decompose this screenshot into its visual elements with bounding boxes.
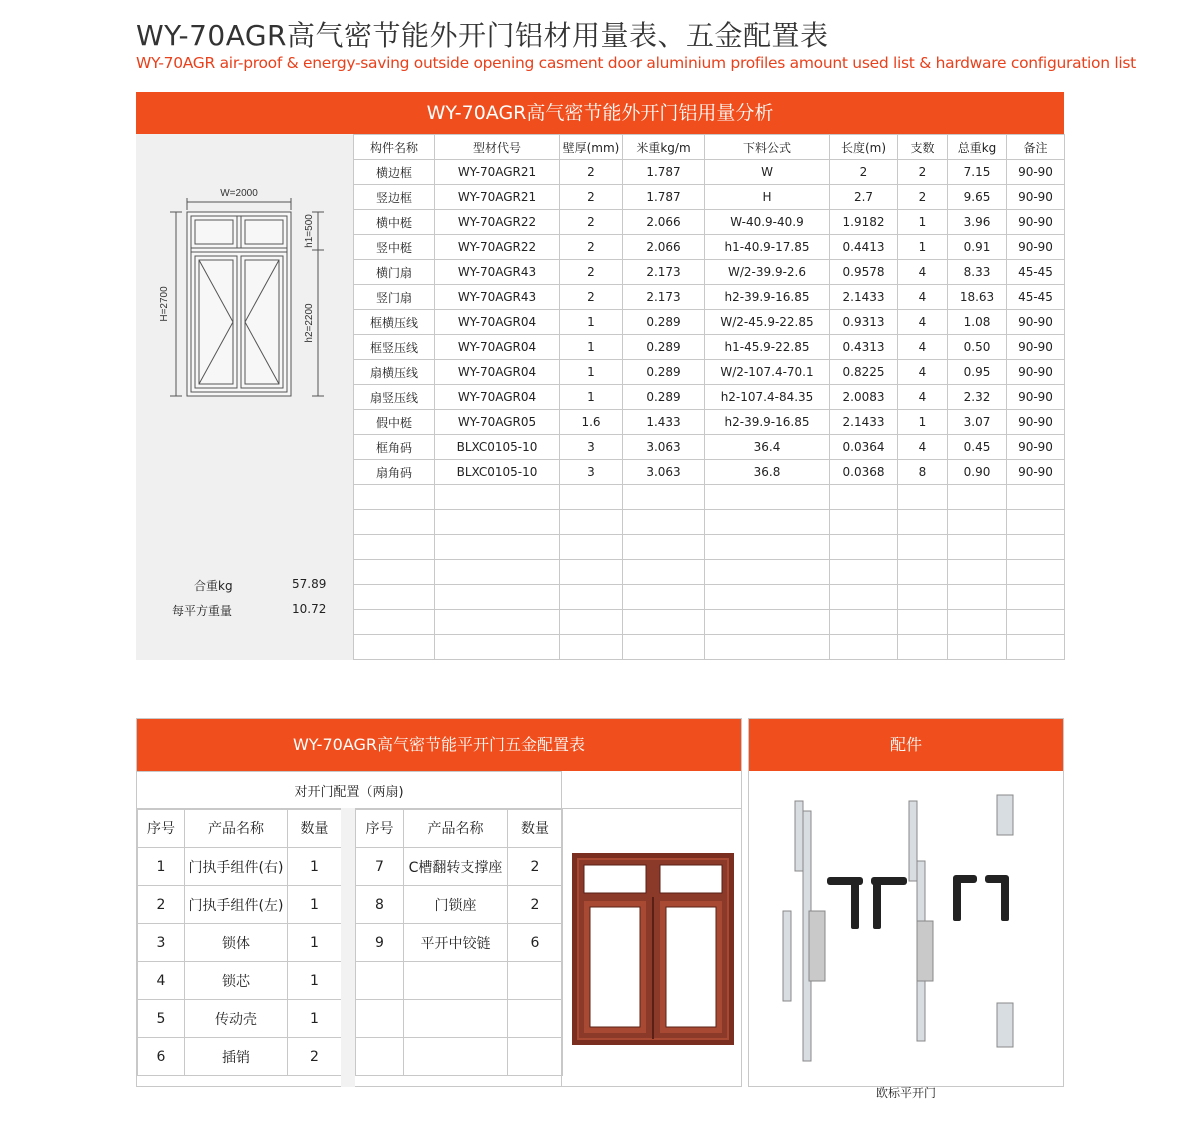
table-cell: 3.96	[948, 210, 1007, 235]
table-cell: 4	[898, 310, 948, 335]
blank-row	[354, 560, 1065, 585]
table-cell: 竖门扇	[354, 285, 435, 310]
hardware-cell: 7	[356, 848, 404, 886]
table-cell: 2	[560, 210, 623, 235]
hardware-cell	[404, 962, 508, 1000]
hardware-cell: 6	[138, 1038, 185, 1076]
table-cell: 4	[898, 285, 948, 310]
hardware-cell: 8	[356, 886, 404, 924]
width-dimension: W=2000	[220, 188, 258, 199]
column-header: 型材代号	[435, 135, 560, 160]
hardware-cell: 5	[138, 1000, 185, 1038]
table-cell: 横边框	[354, 160, 435, 185]
table-row	[354, 385, 1065, 410]
hardware-left-table	[137, 808, 342, 1076]
page-title: WY-70AGR高气密节能外开门铝材用量表、五金配置表	[136, 19, 829, 52]
hardware-right-table	[355, 808, 563, 1076]
height-dimension: H=2700	[159, 286, 170, 322]
table-row	[354, 160, 1065, 185]
hardware-cell: 门执手组件(左)	[185, 886, 288, 924]
table-cell: 1.6	[560, 410, 623, 435]
hardware-cell: 锁芯	[185, 962, 288, 1000]
table-cell: 2	[560, 260, 623, 285]
hardware-cell	[356, 962, 404, 1000]
table-cell: 扇竖压线	[354, 385, 435, 410]
table-cell: 2	[560, 160, 623, 185]
table-cell: 2	[560, 185, 623, 210]
accessories-caption: 欧标平开门	[875, 1086, 937, 1100]
table-cell: 90-90	[1007, 385, 1065, 410]
hardware-cell: 插销	[185, 1038, 288, 1076]
table-row	[354, 235, 1065, 260]
hardware-cell	[508, 962, 563, 1000]
table-cell: 90-90	[1007, 460, 1065, 485]
table-cell: BLXC0105-10	[435, 435, 560, 460]
table-cell: 2.7	[830, 185, 898, 210]
table-cell: WY-70AGR04	[435, 360, 560, 385]
table-cell: 0.90	[948, 460, 1007, 485]
table-cell: h1-45.9-22.85	[705, 335, 830, 360]
hardware-cell: 2	[508, 886, 563, 924]
table-cell: 框角码	[354, 435, 435, 460]
profile-usage-header: WY-70AGR高气密节能外开门铝用量分析	[136, 92, 1064, 134]
table-cell: 横中梃	[354, 210, 435, 235]
table-cell: 2	[898, 185, 948, 210]
hardware-section	[136, 718, 742, 1087]
table-cell: 4	[898, 385, 948, 410]
table-cell: 横门扇	[354, 260, 435, 285]
table-cell: 4	[898, 260, 948, 285]
per-sqm-value: 10.72	[292, 602, 327, 616]
table-cell: 0.289	[623, 385, 705, 410]
hardware-cell: 传动壳	[185, 1000, 288, 1038]
table-cell: 0.91	[948, 235, 1007, 260]
column-header: 下料公式	[705, 135, 830, 160]
accessories-header: 配件	[749, 719, 1063, 771]
table-cell: 1	[898, 210, 948, 235]
hardware-cell: 2	[508, 848, 563, 886]
blank-row	[354, 585, 1065, 610]
table-cell: 3.07	[948, 410, 1007, 435]
table-cell: WY-70AGR43	[435, 260, 560, 285]
hardware-column-header: 序号	[138, 809, 185, 848]
hardware-row	[356, 924, 563, 962]
hardware-cell: 1	[138, 848, 185, 886]
table-cell: 36.4	[705, 435, 830, 460]
table-cell: 90-90	[1007, 410, 1065, 435]
table-cell: 90-90	[1007, 160, 1065, 185]
hardware-config-title-table	[137, 771, 562, 810]
table-cell: 90-90	[1007, 335, 1065, 360]
table-cell: 1.9182	[830, 210, 898, 235]
hardware-cell: 6	[508, 924, 563, 962]
table-cell: 0.45	[948, 435, 1007, 460]
hardware-header-row	[356, 809, 563, 848]
hardware-cell: 9	[356, 924, 404, 962]
hardware-header-row	[138, 809, 342, 848]
h1-dimension: h1=500	[304, 214, 315, 248]
hardware-cell: 1	[288, 1000, 342, 1038]
h2-dimension: h2=2200	[304, 303, 315, 343]
door-drawing-panel	[136, 134, 353, 660]
table-row	[354, 185, 1065, 210]
table-cell: 8	[898, 460, 948, 485]
table-cell: 7.15	[948, 160, 1007, 185]
hardware-cell	[356, 1038, 404, 1076]
table-cell: 1	[560, 335, 623, 360]
hardware-cell: 平开中铰链	[404, 924, 508, 962]
table-cell: 0.4313	[830, 335, 898, 360]
per-sqm-label: 每平方重量	[172, 604, 233, 618]
table-cell: 扇横压线	[354, 360, 435, 385]
table-cell: W/2-45.9-22.85	[705, 310, 830, 335]
table-row	[354, 335, 1065, 360]
hardware-cell: 1	[288, 886, 342, 924]
table-cell: 0.95	[948, 360, 1007, 385]
door-photo	[572, 853, 734, 1045]
table-row	[354, 310, 1065, 335]
hardware-row	[138, 1000, 342, 1038]
table-cell: 竖边框	[354, 185, 435, 210]
hardware-row	[138, 1038, 342, 1076]
total-weight-label: 合重kg	[194, 579, 233, 593]
table-row	[354, 210, 1065, 235]
hardware-cell	[404, 1000, 508, 1038]
hardware-cell: 4	[138, 962, 185, 1000]
hardware-row	[138, 848, 342, 886]
hardware-cell: 3	[138, 924, 185, 962]
table-cell: 0.0368	[830, 460, 898, 485]
hardware-column-header: 数量	[288, 809, 342, 848]
table-cell: 0.289	[623, 310, 705, 335]
table-cell: WY-70AGR04	[435, 385, 560, 410]
hardware-row	[356, 886, 563, 924]
table-cell: WY-70AGR04	[435, 335, 560, 360]
total-weight-value: 57.89	[292, 577, 327, 591]
table-cell: 4	[898, 335, 948, 360]
table-cell: H	[705, 185, 830, 210]
table-cell: 3	[560, 460, 623, 485]
hardware-cell: 1	[288, 962, 342, 1000]
table-cell: W/2-39.9-2.6	[705, 260, 830, 285]
table-cell: 1	[898, 410, 948, 435]
table-cell: 4	[898, 435, 948, 460]
hardware-row	[356, 962, 563, 1000]
table-row	[354, 410, 1065, 435]
hardware-row	[138, 962, 342, 1000]
table-cell: 2.173	[623, 260, 705, 285]
table-cell: 90-90	[1007, 310, 1065, 335]
column-header: 米重kg/m	[623, 135, 705, 160]
table-cell: WY-70AGR22	[435, 235, 560, 260]
hardware-header: WY-70AGR高气密节能平开门五金配置表	[137, 719, 741, 771]
table-cell: 4	[898, 360, 948, 385]
table-cell: h2-107.4-84.35	[705, 385, 830, 410]
table-cell: h2-39.9-16.85	[705, 410, 830, 435]
hardware-cell: 锁体	[185, 924, 288, 962]
hardware-cell: 2	[138, 886, 185, 924]
hardware-cell	[508, 1000, 563, 1038]
hardware-cell	[404, 1038, 508, 1076]
table-cell: 9.65	[948, 185, 1007, 210]
table-cell: 假中梃	[354, 410, 435, 435]
table-cell: 2.0083	[830, 385, 898, 410]
column-header: 长度(m)	[830, 135, 898, 160]
table-cell: 36.8	[705, 460, 830, 485]
table-cell: 框竖压线	[354, 335, 435, 360]
hardware-row	[138, 886, 342, 924]
table-cell: 2.1433	[830, 285, 898, 310]
table-cell: 0.289	[623, 360, 705, 385]
config-title: 对开门配置（两扇)	[137, 772, 562, 810]
table-cell: WY-70AGR21	[435, 160, 560, 185]
table-row	[354, 360, 1065, 385]
table-cell: 2.1433	[830, 410, 898, 435]
hardware-cell: 门执手组件(右)	[185, 848, 288, 886]
profile-table-header	[354, 135, 1065, 160]
table-cell: 2.066	[623, 235, 705, 260]
hardware-column-header: 序号	[356, 809, 404, 848]
table-cell: 2.173	[623, 285, 705, 310]
table-cell: 2.066	[623, 210, 705, 235]
table-cell: 0.8225	[830, 360, 898, 385]
profile-table	[353, 134, 1065, 660]
table-cell: W	[705, 160, 830, 185]
table-cell: 90-90	[1007, 435, 1065, 460]
column-header: 壁厚(mm)	[560, 135, 623, 160]
table-cell: WY-70AGR21	[435, 185, 560, 210]
table-cell: 1	[898, 235, 948, 260]
table-cell: 2.32	[948, 385, 1007, 410]
table-cell: 90-90	[1007, 360, 1065, 385]
table-cell: WY-70AGR04	[435, 310, 560, 335]
profile-usage-section	[136, 92, 1064, 660]
table-cell: 8.33	[948, 260, 1007, 285]
table-cell: 0.9313	[830, 310, 898, 335]
hardware-cell: 1	[288, 924, 342, 962]
table-cell: 0.50	[948, 335, 1007, 360]
accessories-section	[748, 718, 1064, 1100]
hardware-row	[356, 848, 563, 886]
blank-row	[354, 535, 1065, 560]
table-cell: 1.433	[623, 410, 705, 435]
table-cell: 2	[830, 160, 898, 185]
hardware-cell	[508, 1038, 563, 1076]
blank-row	[354, 635, 1065, 660]
table-cell: 框横压线	[354, 310, 435, 335]
table-row	[354, 435, 1065, 460]
table-cell: 3.063	[623, 460, 705, 485]
table-cell: 1.787	[623, 185, 705, 210]
table-cell: W-40.9-40.9	[705, 210, 830, 235]
table-cell: 0.9578	[830, 260, 898, 285]
table-cell: h2-39.9-16.85	[705, 285, 830, 310]
column-header: 备注	[1007, 135, 1065, 160]
table-cell: 90-90	[1007, 210, 1065, 235]
table-cell: h1-40.9-17.85	[705, 235, 830, 260]
blank-row	[354, 485, 1065, 510]
table-cell: 1.787	[623, 160, 705, 185]
table-cell: 1	[560, 385, 623, 410]
table-cell: 2	[560, 235, 623, 260]
table-cell: 0.4413	[830, 235, 898, 260]
table-cell: W/2-107.4-70.1	[705, 360, 830, 385]
hardware-cell: 2	[288, 1038, 342, 1076]
hardware-cell: 门锁座	[404, 886, 508, 924]
table-cell: 0.289	[623, 335, 705, 360]
hardware-column-header: 数量	[508, 809, 563, 848]
table-row	[354, 260, 1065, 285]
hardware-column-header: 产品名称	[185, 809, 288, 848]
table-cell: 90-90	[1007, 235, 1065, 260]
table-cell: 0.0364	[830, 435, 898, 460]
hardware-row	[356, 1038, 563, 1076]
hardware-row	[356, 1000, 563, 1038]
hardware-row	[138, 924, 342, 962]
table-cell: 1	[560, 360, 623, 385]
column-header: 构件名称	[354, 135, 435, 160]
table-cell: 竖中梃	[354, 235, 435, 260]
hardware-photo	[749, 771, 1063, 1100]
table-cell: 3	[560, 435, 623, 460]
table-cell: WY-70AGR43	[435, 285, 560, 310]
blank-row	[354, 510, 1065, 535]
table-cell: 扇角码	[354, 460, 435, 485]
column-header: 支数	[898, 135, 948, 160]
table-cell: 2	[560, 285, 623, 310]
hardware-cell	[356, 1000, 404, 1038]
blank-row	[354, 610, 1065, 635]
table-cell: 90-90	[1007, 185, 1065, 210]
table-row	[354, 460, 1065, 485]
table-cell: BLXC0105-10	[435, 460, 560, 485]
column-header: 总重kg	[948, 135, 1007, 160]
table-cell: 3.063	[623, 435, 705, 460]
page-subtitle: WY-70AGR air-proof & energy-saving outside opening casment door aluminium profiles amount used list & hardware configuration list	[136, 54, 1136, 72]
table-cell: 45-45	[1007, 260, 1065, 285]
table-cell: 2	[898, 160, 948, 185]
table-cell: WY-70AGR05	[435, 410, 560, 435]
table-cell: 1.08	[948, 310, 1007, 335]
hardware-cell: 1	[288, 848, 342, 886]
table-row	[354, 285, 1065, 310]
table-cell: WY-70AGR22	[435, 210, 560, 235]
hardware-cell: C槽翻转支撑座	[404, 848, 508, 886]
table-cell: 1	[560, 310, 623, 335]
table-cell: 18.63	[948, 285, 1007, 310]
table-cell: 45-45	[1007, 285, 1065, 310]
hardware-column-header: 产品名称	[404, 809, 508, 848]
